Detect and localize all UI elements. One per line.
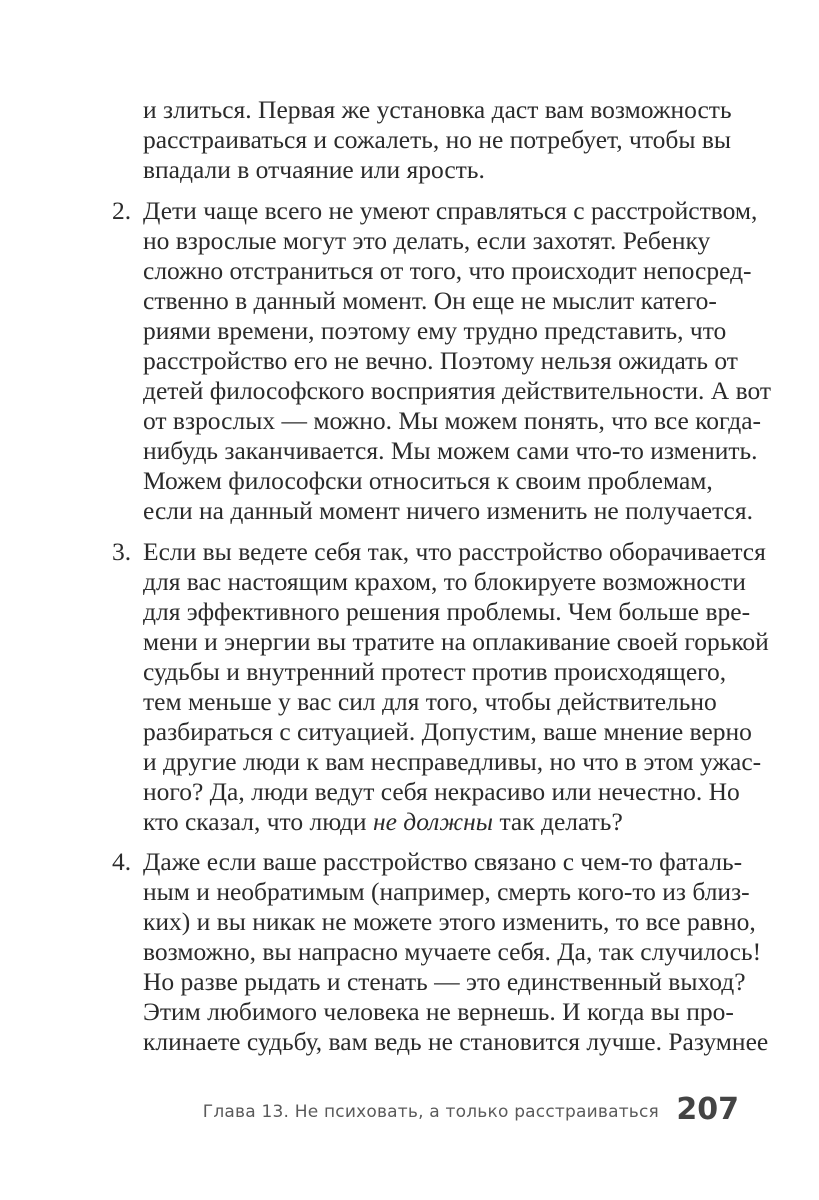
text-line: Дети чаще всего не умеют справляться с расстройством,: [143, 196, 758, 225]
text-line: впадали в отчаяние или ярость.: [143, 155, 485, 184]
text-line: Даже если ваше расстройство связано с чем-то фаталь-: [143, 847, 743, 876]
list-item-number: 3.: [112, 537, 132, 566]
list-item-text: [143, 196, 771, 526]
text-line: ственно в данный момент. Он еще не мыслит катего-: [143, 286, 717, 315]
text-line: и злиться. Первая же установка даст вам возможность: [143, 95, 732, 124]
page-footer: [0, 1092, 819, 1132]
text-line: для вас настоящим крахом, то блокируете возможности: [143, 567, 746, 596]
text-line: расстройство его не вечно. Поэтому нельзя ожидать от: [143, 346, 738, 375]
text-line: Но разве рыдать и стенать — это единственный выход?: [143, 967, 746, 996]
text-line: от взрослых — можно. Мы можем понять, что все когда-: [143, 406, 762, 435]
text-line: ным и необратимым (например, смерть кого-то из близ-: [143, 877, 750, 906]
text-line: детей философского восприятия действительности. А вот: [143, 376, 771, 405]
text-fragment: так делать?: [493, 807, 623, 836]
text-line: нибудь заканчивается. Мы можем сами что-то изменить.: [143, 436, 758, 465]
text-line: расстраиваться и сожалеть, но не потребует, чтобы вы: [143, 125, 732, 154]
text-line: для эффективного решения проблемы. Чем больше вре-: [143, 597, 751, 626]
list-item-number: 2.: [112, 196, 132, 225]
text-line: мени и энергии вы тратите на оплакивание своей горькой: [143, 627, 769, 656]
text-line: разбираться с ситуацией. Допустим, ваше мнение верно: [143, 717, 752, 746]
text-line: ких) и вы никак не можете этого изменить, то все равно,: [143, 907, 756, 936]
text-line: Этим любимого человека не вернешь. И когда вы про-: [143, 997, 734, 1026]
list-item-number: 4.: [112, 847, 132, 876]
text-line: клинаете судьбу, вам ведь не становится лучше. Разумнее: [143, 1027, 769, 1056]
running-footer-chapter-title: Глава 13. Не психовать, а только расстраиваться: [202, 1102, 659, 1122]
text-line: ного? Да, люди ведут себя некрасиво или нечестно. Но: [143, 777, 740, 806]
text-line: возможно, вы напрасно мучаете себя. Да, так случилось!: [143, 937, 762, 966]
list-item-text: [143, 847, 769, 1057]
text-line: риями времени, поэтому ему трудно представить, что: [143, 316, 727, 345]
text-line: Если вы ведете себя так, что расстройство оборачивается: [143, 537, 766, 566]
text-line: судьбы и внутренний протест против происходящего,: [143, 657, 727, 686]
text-line: и другие люди к вам несправедливы, но что в этом ужас-: [143, 747, 762, 776]
text-line: тем меньше у вас сил для того, чтобы действительно: [143, 687, 717, 716]
text-line: но взрослые могут это делать, если захотят. Ребенку: [143, 226, 711, 255]
text-fragment: кто сказал, что люди: [143, 807, 373, 836]
intro-paragraph: [143, 95, 732, 185]
text-line: сложно отстраниться от того, что происходит непосред-: [143, 256, 752, 285]
list-item-text: [143, 537, 769, 837]
text-line: Можем философски относиться к своим проблемам,: [143, 466, 713, 495]
page-number: 207: [676, 1092, 739, 1127]
italic-emphasis: не должны: [372, 807, 494, 836]
text-line: если на данный момент ничего изменить не получается.: [143, 496, 753, 525]
text-line: [143, 807, 709, 837]
